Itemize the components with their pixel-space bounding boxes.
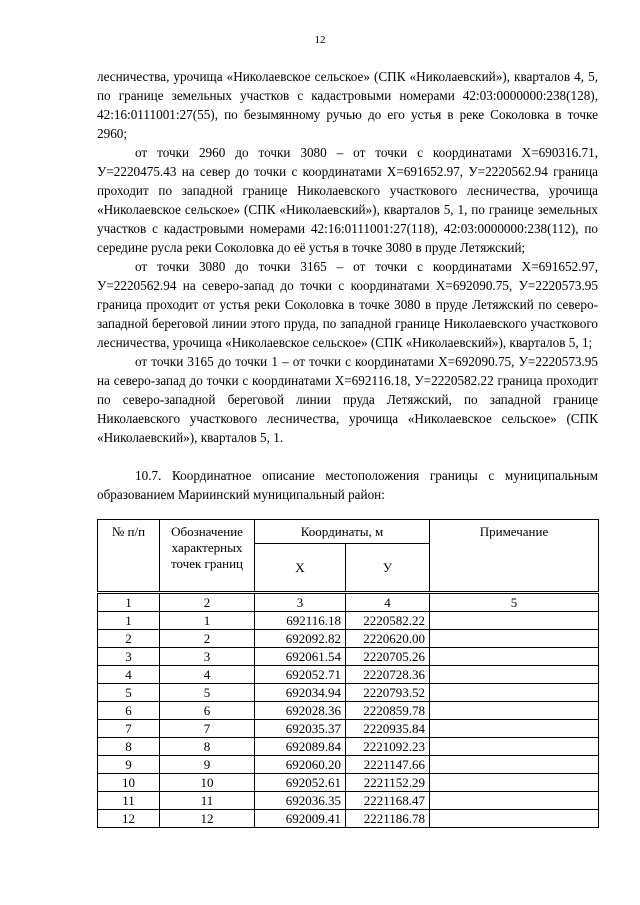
cell-index: 1: [98, 612, 160, 630]
cell-note: [430, 684, 599, 702]
header-number: № п/п: [98, 520, 160, 592]
cell-x: 692089.84: [255, 738, 346, 756]
table-row: [98, 630, 599, 648]
cell-note: [430, 810, 599, 828]
column-number: 4: [346, 594, 430, 612]
table-row: [98, 612, 599, 630]
cell-note: [430, 648, 599, 666]
coordinates-table: [97, 593, 599, 828]
cell-index: 4: [98, 666, 160, 684]
cell-point: 6: [160, 702, 255, 720]
paragraph: от точки 3080 до точки 3165 – от точки с координатами Х=691652.97, У=2220562.94 на северо-запад до точки с координатами Х=692090.75, У=2220573.95 граница проходит от устья реки Соколовка в точке 3080 в пруде Летяжский по северо-западной береговой линии этого пруда, по западной границе Николаевского участкового лесничества, урочища «Николаевское сельское» (СПК «Николаевский»), кварталов 5, 1;: [97, 259, 598, 350]
cell-note: [430, 738, 599, 756]
cell-y: 2220793.52: [346, 684, 430, 702]
cell-note: [430, 666, 599, 684]
cell-x: 692061.54: [255, 648, 346, 666]
cell-index: 7: [98, 720, 160, 738]
cell-x: 692052.71: [255, 666, 346, 684]
cell-y: 2220705.26: [346, 648, 430, 666]
cell-note: [430, 774, 599, 792]
cell-y: 2220582.22: [346, 612, 430, 630]
cell-x: 692116.18: [255, 612, 346, 630]
cell-y: 2220859.78: [346, 702, 430, 720]
cell-note: [430, 792, 599, 810]
header-x: X: [255, 544, 346, 592]
table-row: [98, 720, 599, 738]
cell-x: 692060.20: [255, 756, 346, 774]
cell-x: 692052.61: [255, 774, 346, 792]
table-row: [98, 666, 599, 684]
column-number: 2: [160, 594, 255, 612]
cell-x: 692035.37: [255, 720, 346, 738]
cell-point: 1: [160, 612, 255, 630]
table-row: [98, 684, 599, 702]
cell-y: 2220728.36: [346, 666, 430, 684]
header-coordinates: Координаты, м: [255, 520, 430, 544]
cell-index: 8: [98, 738, 160, 756]
column-number: 1: [98, 594, 160, 612]
cell-point: 3: [160, 648, 255, 666]
cell-index: 6: [98, 702, 160, 720]
paragraph: лесничества, урочища «Николаевское сельское» (СПК «Николаевский»), кварталов 4, 5, по границе земельных участков с кадастровыми номерами 42:03:0000000:238(128), 42:16:0111001:27(55), по безымянному ручью до его устья в реке Соколовка в точке 2960;: [97, 69, 598, 141]
column-number-row: [98, 594, 599, 612]
cell-x: 692009.41: [255, 810, 346, 828]
table-row: [98, 702, 599, 720]
cell-point: 4: [160, 666, 255, 684]
cell-point: 11: [160, 792, 255, 810]
header-point-label: Обозначение характерных точек границ: [160, 520, 255, 592]
header-note: Примечание: [430, 520, 599, 592]
column-number: 3: [255, 594, 346, 612]
coordinates-table-header: [97, 519, 599, 592]
cell-y: 2221168.47: [346, 792, 430, 810]
paragraph: от точки 2960 до точки 3080 – от точки с координатами Х=690316.71, У=2220475.43 на север до точки с координатами Х=691652.97, У=2220562.94 граница проходит по западной границе Николаевского участкового лесничества, урочища «Николаевское сельское» (СПК «Николаевский»), кварталов 5, 1, по границе земельных участков с кадастровыми номерами 42:16:0111001:27(118), 42:03:0000000:238(112), по середине русла реки Соколовка до её устья в точке 3080 в пруде Летяжский;: [97, 145, 598, 255]
column-number: 5: [430, 594, 599, 612]
cell-note: [430, 702, 599, 720]
page-number: 12: [314, 34, 326, 46]
cell-index: 10: [98, 774, 160, 792]
cell-point: 10: [160, 774, 255, 792]
cell-index: 12: [98, 810, 160, 828]
cell-point: 9: [160, 756, 255, 774]
cell-x: 692036.35: [255, 792, 346, 810]
cell-y: 2220620.00: [346, 630, 430, 648]
table-row: [98, 738, 599, 756]
paragraph: от точки 3165 до точки 1 – от точки с координатами Х=692090.75, У=2220573.95 на северо-запад до точки с координатами Х=692116.18, У=2220582.22 граница проходит по северо-западной береговой линии пруда Летяжский, по западной границе Николаевского участкового лесничества, урочища «Николаевское сельское» (СПК «Николаевский»), кварталов 5, 1.: [97, 354, 598, 445]
cell-y: 2221152.29: [346, 774, 430, 792]
cell-note: [430, 720, 599, 738]
table-row: [98, 810, 599, 828]
cell-y: 2221147.66: [346, 756, 430, 774]
cell-x: 692028.36: [255, 702, 346, 720]
cell-index: 2: [98, 630, 160, 648]
table-row: [98, 756, 599, 774]
table-row: [98, 774, 599, 792]
cell-index: 9: [98, 756, 160, 774]
cell-index: 5: [98, 684, 160, 702]
cell-y: 2221092.23: [346, 738, 430, 756]
cell-y: 2220935.84: [346, 720, 430, 738]
cell-note: [430, 630, 599, 648]
table-row: [98, 792, 599, 810]
table-row: [98, 648, 599, 666]
cell-index: 3: [98, 648, 160, 666]
cell-index: 11: [98, 792, 160, 810]
cell-point: 5: [160, 684, 255, 702]
cell-x: 692092.82: [255, 630, 346, 648]
cell-point: 8: [160, 738, 255, 756]
document-body: [97, 67, 598, 504]
header-y: У: [346, 544, 430, 592]
cell-point: 2: [160, 630, 255, 648]
cell-x: 692034.94: [255, 684, 346, 702]
cell-point: 7: [160, 720, 255, 738]
cell-y: 2221186.78: [346, 810, 430, 828]
section-heading: 10.7. Координатное описание местоположения границы с муниципальным образованием Мариинский муниципальный район:: [97, 468, 598, 502]
cell-point: 12: [160, 810, 255, 828]
cell-note: [430, 756, 599, 774]
cell-note: [430, 612, 599, 630]
